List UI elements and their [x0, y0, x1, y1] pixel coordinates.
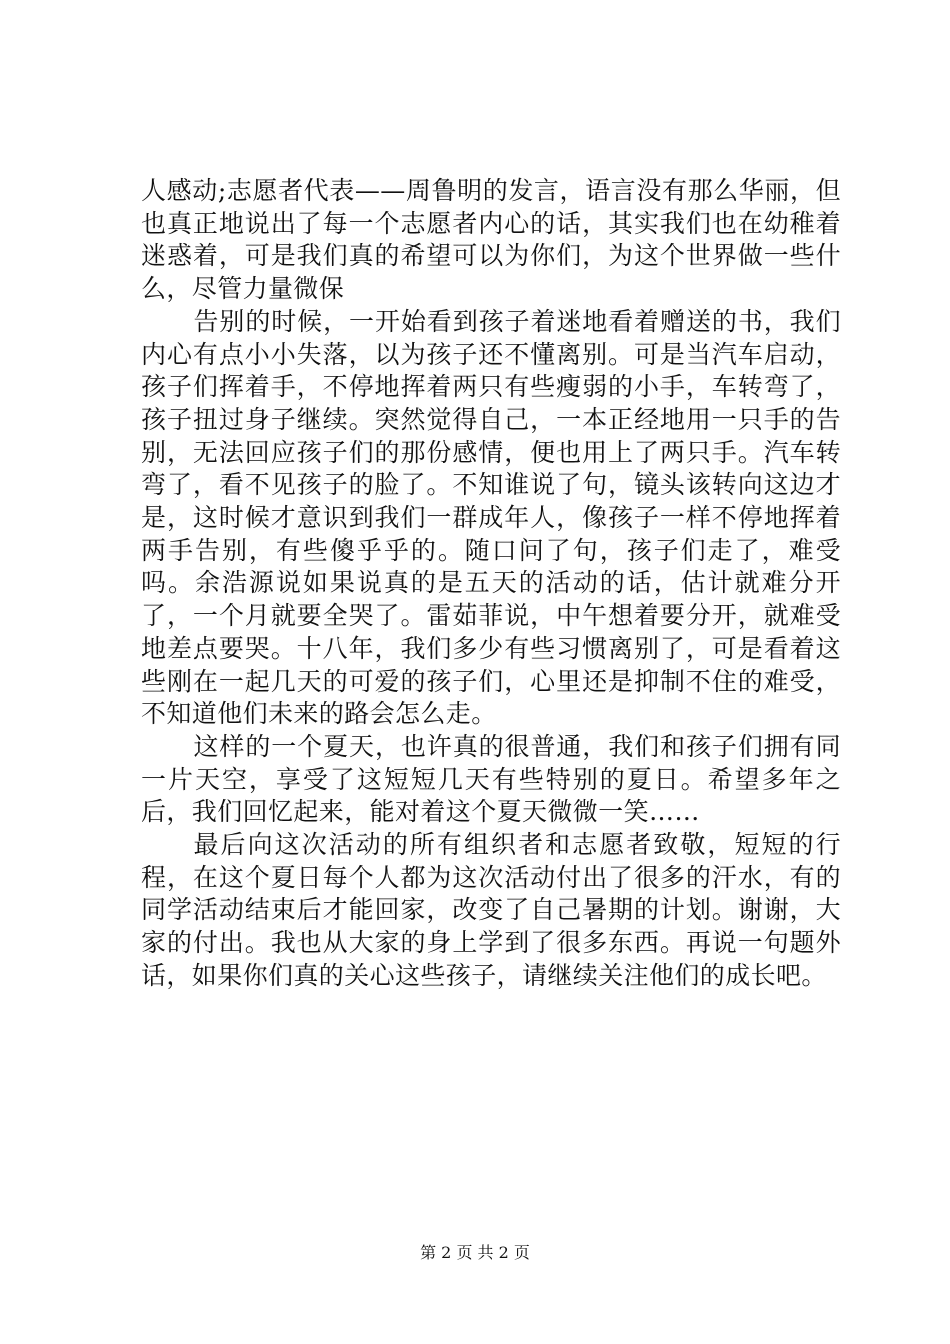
paragraph-continuation: 人感动;志愿者代表——周鲁明的发言，语言没有那么华丽，但也真正地说出了每一个志愿者内心的话，其实我们也在幼稚着迷惑着，可是我们真的希望可以为你们，为这个世界做一些什么，尽管力量微保: [141, 176, 841, 304]
document-body: [141, 175, 841, 993]
paragraph-farewell: 告别的时候，一开始看到孩子着迷地看着赠送的书，我们内心有点小小失落，以为孩子还不懂离别。可是当汽车启动，孩子们挥着手，不停地挥着两只有些瘦弱的小手，车转弯了，孩子扭过身子继续。突然觉得自己，一本正经地用一只手的告别，无法回应孩子们的那份感情，便也用上了两只手。汽车转弯了，看不见孩子的脸了。不知谁说了句，镜头该转向这边才是，这时候才意识到我们一群成年人，像孩子一样不停地挥着两手告别，有些傻乎乎的。随口问了句，孩子们走了，难受吗。余浩源说如果说真的是五天的活动的话，估计就难分开了，一个月就要全哭了。雷茹菲说，中午想着要分开，就难受地差点要哭。十八年，我们多少有些习惯离别了，可是看着这些刚在一起几天的可爱的孩子们，心里还是抑制不住的难受，不知道他们未来的路会怎么走。: [141, 306, 841, 729]
paragraph-thanks: 最后向这次活动的所有组织者和志愿者致敬，短短的行程，在这个夏日每个人都为这次活动付出了很多的汗水，有的同学活动结束后才能回家，改变了自己暑期的计划。谢谢，大家的付出。我也从大家的身上学到了很多东西。再说一句题外话，如果你们真的关心这些孩子，请继续关注他们的成长吧。: [141, 830, 841, 990]
page-footer: [0, 1243, 950, 1263]
paragraph-summer: 这样的一个夏天，也许真的很普通，我们和孩子们拥有同一片天空，享受了这短短几天有些特别的夏日。希望多年之后，我们回忆起来，能对着这个夏天微微一笑……: [141, 731, 841, 827]
page-number-label: 第 2 页 共 2 页: [420, 1243, 530, 1262]
